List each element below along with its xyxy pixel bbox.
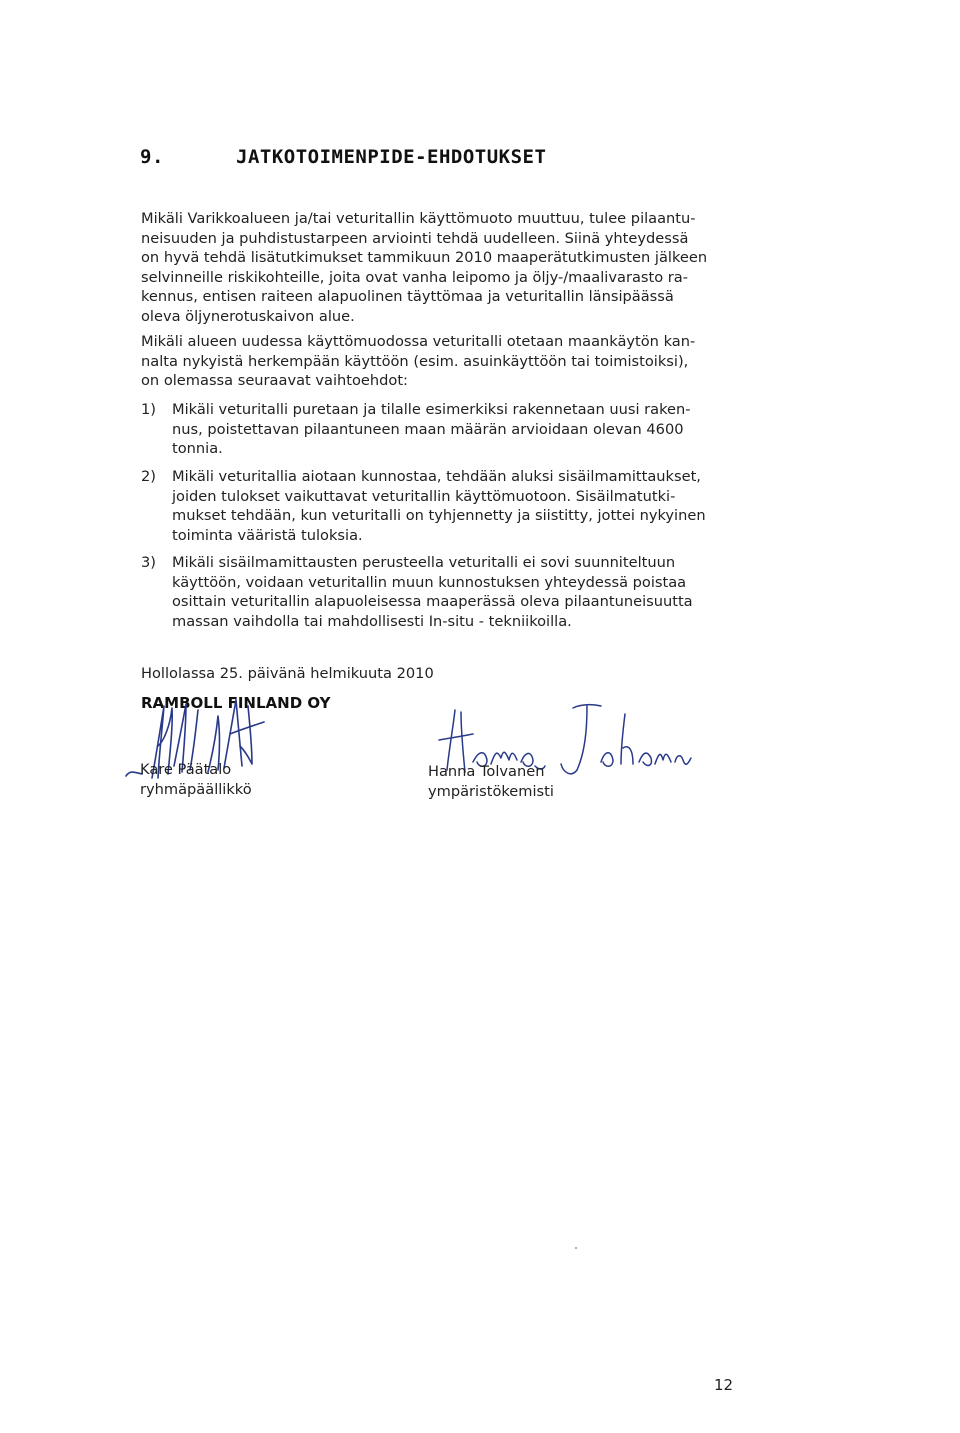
list-item-body (172, 553, 693, 631)
paragraph-line: on hyvä tehdä lisätutkimukset tammikuun 2010 maaperätutkimusten jälkeen (141, 249, 708, 266)
list-item-body (172, 467, 706, 545)
list-item-line: massan vaihdolla tai mahdollisesti In-situ - tekniikoilla. (172, 612, 572, 630)
list-marker: 3) (141, 554, 156, 571)
paragraph-line: kennus, entisen raiteen alapuolinen täyttömaa ja veturitallin länsipäässä (141, 288, 674, 305)
scan-speck (575, 1247, 577, 1249)
signatory-name: Kare Päätalo (140, 761, 232, 778)
paragraph-line: oleva öljynerotuskaivon alue. (141, 307, 355, 325)
list-item-line: Mikäli veturitalli puretaan ja tilalle esimerkiksi rakennetaan uusi raken- (172, 401, 691, 418)
list-item-line: joiden tulokset vaikuttavat veturitallin käyttömuotoon. Sisäilmatutki- (172, 487, 676, 505)
list-item-line: Mikäli sisäilmamittausten perusteella veturitalli ei sovi suunniteltuun (172, 554, 676, 571)
list-marker: 1) (141, 401, 156, 418)
section-title: JATKOTOIMENPIDE-EHDOTUKSET (236, 146, 547, 168)
page-number: 12 (714, 1376, 734, 1394)
signatory-name: Hanna Tolvanen (428, 763, 545, 780)
section-number: 9. (140, 146, 164, 168)
section-heading (140, 146, 546, 168)
list-item-body (172, 400, 691, 459)
list-item-line: osittain veturitallin alapuoleisessa maaperässä oleva pilaantuneisuutta (172, 593, 693, 610)
paragraph-line: Mikäli Varikkoalueen ja/tai veturitallin käyttömuoto muuttuu, tulee pilaantu- (141, 210, 696, 227)
paragraph-intro (141, 209, 761, 326)
signatory-title: ryhmäpäällikkö (140, 780, 252, 798)
paragraph-line: Mikäli alueen uudessa käyttömuodossa veturitalli otetaan maankäytön kan- (141, 333, 696, 350)
list-item-line: Mikäli veturitallia aiotaan kunnostaa, tehdään aluksi sisäilmamittaukset, (172, 468, 701, 485)
paragraph-options-intro (141, 332, 761, 391)
list-marker: 2) (141, 468, 156, 485)
list-item-line: toiminta vääristä tuloksia. (172, 526, 363, 544)
company-name: RAMBOLL FINLAND OY (141, 694, 331, 712)
paragraph-line: nalta nykyistä herkempään käyttöön (esim. asuinkäyttöön tai toimistoiksi), (141, 352, 689, 370)
paragraph-line: on olemassa seuraavat vaihtoehdot: (141, 372, 408, 389)
signatory-title: ympäristökemisti (428, 782, 554, 800)
list-item-line: tonnia. (172, 440, 223, 457)
signatory-left (140, 760, 252, 799)
signatory-right (428, 762, 554, 801)
list-item-line: nus, poistettavan pilaantuneen maan määrän arvioidaan olevan 4600 (172, 420, 684, 438)
place-date: Hollolassa 25. päivänä helmikuuta 2010 (141, 665, 434, 682)
list-item-line: mukset tehdään, kun veturitalli on tyhjennetty ja siistitty, jottei nykyinen (172, 507, 706, 524)
paragraph-line: neisuuden ja puhdistustarpeen arviointi tehdä uudelleen. Siinä yhteydessä (141, 229, 689, 247)
list-item-line: käyttöön, voidaan veturitallin muun kunnostuksen yhteydessä poistaa (172, 573, 687, 591)
paragraph-line: selvinneille riskikohteille, joita ovat vanha leipomo ja öljy-/maalivarasto ra- (141, 268, 688, 286)
